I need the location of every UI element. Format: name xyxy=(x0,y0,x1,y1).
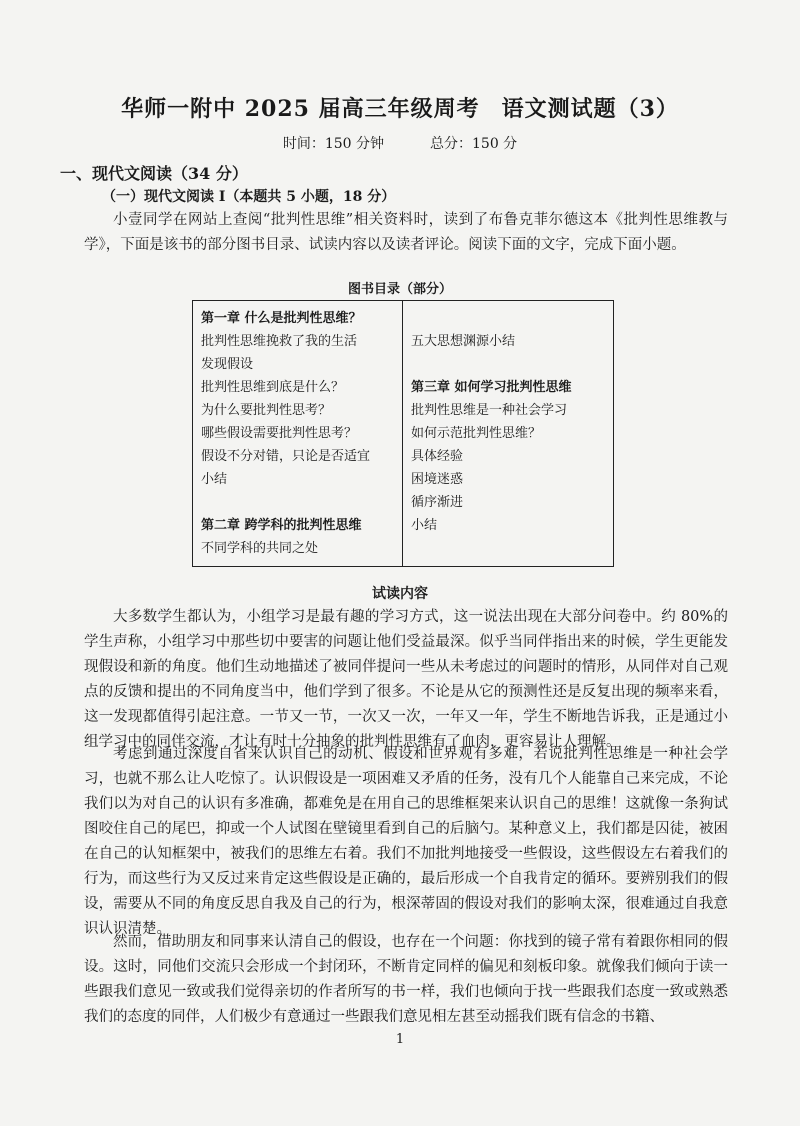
toc-entry: 假设不分对错，只论是否适宜 xyxy=(201,449,371,464)
subsection-heading: （一）现代文阅读 I（本题共 5 小题，18 分） xyxy=(102,189,396,205)
toc-entry: 批判性思维是一种社会学习 xyxy=(411,403,568,418)
toc-chapter-heading: 第一章 什么是批判性思维？ xyxy=(201,311,362,326)
toc-right-column xyxy=(403,301,613,566)
toc-entry: 不同学科的共同之处 xyxy=(201,541,319,556)
trial-heading: 试读内容 xyxy=(372,586,428,602)
subject-name: 语文测试题（3） xyxy=(501,96,679,122)
toc-table xyxy=(192,300,614,567)
toc-caption: 图书目录（部分） xyxy=(347,282,452,297)
exam-score: 总分：150 分 xyxy=(430,136,518,152)
exam-title xyxy=(0,92,800,123)
page-number: 1 xyxy=(395,1032,405,1047)
toc-entry: 具体经验 xyxy=(411,449,464,464)
trial-paragraph: 考虑到通过深度自省来认识自己的动机、假设和世界观有多难，若说批判性思维是一种社会学习，也就不那么让人吃惊了。认识假设是一项困难又矛盾的任务，没有几个人能靠自己来完成，不论我们以为对自己的认识有多准确，都难免是在用自己的思维框架来认识自己的思维！这就像一条狗试图咬住自己的尾巴，抑或一个人试图在壁镜里看到自己的后脑勺。某种意义上，我们都是囚徒，被困在自己的认知框架中，被我们的思维左右着。我们不加批判地接受一些假设，这些假设左右着我们的行为，而这些行为又反过来肯定这些假设是正确的，最后形成一个自我肯定的循环。要辨别我们的假设，需要从不同的角度反思自我及自己的行为，根深蒂固的假设对我们的影响太深，很难通过自我意识认识清楚。 xyxy=(84,746,728,937)
toc-entry: 五大思想渊源小结 xyxy=(411,334,516,349)
exam-meta xyxy=(0,133,800,153)
toc-entry: 如何示范批判性思维？ xyxy=(411,426,542,441)
toc-entry xyxy=(201,491,402,514)
section-heading: 一、现代文阅读（34 分） xyxy=(60,164,248,183)
toc-entry: 小结 xyxy=(411,518,438,533)
toc-left-column xyxy=(193,301,403,566)
trial-paragraph: 大多数学生都认为，小组学习是最有趣的学习方式，这一说法出现在大部分问卷中。约 80%的学生声称，小组学习中那些切中要害的问题让他们受益最深。似乎当同伴指出来的时候，学生更能发现假设和新的角度。他们生动地描述了被同伴提问一些从未考虑过的问题时的情形，从同伴对自己观点的反馈和提出的不同角度当中，他们学到了很多。不论是从它的预测性还是反复出现的频率来看，这一发现都值得引起注意。一节又一节，一次又一次，一年又一年，学生不断地告诉我，正是通过小组学习中的同伴交流，才让有时十分抽象的批判性思维有了血肉，更容易让人理解。 xyxy=(84,609,728,750)
toc-entry: 批判性思维到底是什么？ xyxy=(201,380,345,395)
toc-entry: 循序渐进 xyxy=(411,495,464,510)
toc-entry: 为什么要批判性思考？ xyxy=(201,403,332,418)
toc-chapter-heading: 第二章 跨学科的批判性思维 xyxy=(201,518,362,533)
toc-entry: 批判性思维挽救了我的生活 xyxy=(201,334,358,349)
toc-entry xyxy=(411,353,613,376)
school-exam-name: 华师一附中 2025 届高三年级周考 xyxy=(121,96,480,122)
intro-paragraph: 小壹同学在网站上查阅“批判性思维”相关资料时，读到了布鲁克菲尔德这本《批判性思维教与学》，下面是该书的部分图书目录、试读内容以及读者评论。阅读下面的文字，完成下面小题。 xyxy=(84,212,728,253)
trial-paragraph: 然而，借助朋友和同事来认清自己的假设，也存在一个问题：你找到的镜子常有着跟你相同的假设。这时，同他们交流只会形成一个封闭环，不断肯定同样的偏见和刻板印象。就像我们倾向于读一些跟我们意见一致或我们觉得亲切的作者所写的书一样，我们也倾向于找一些跟我们态度一致或熟悉我们的态度的同伴，人们极少有意通过一些跟我们意见相左甚至动摇我们既有信念的书籍、 xyxy=(84,934,728,1025)
exam-time: 时间：150 分钟 xyxy=(282,136,384,152)
toc-entry: 困境迷惑 xyxy=(411,472,464,487)
toc-entry: 发现假设 xyxy=(201,357,254,372)
toc-chapter-heading: 第三章 如何学习批判性思维 xyxy=(411,380,572,395)
toc-entry: 哪些假设需要批判性思考？ xyxy=(201,426,358,441)
toc-entry xyxy=(411,307,613,330)
toc-entry: 小结 xyxy=(201,472,228,487)
